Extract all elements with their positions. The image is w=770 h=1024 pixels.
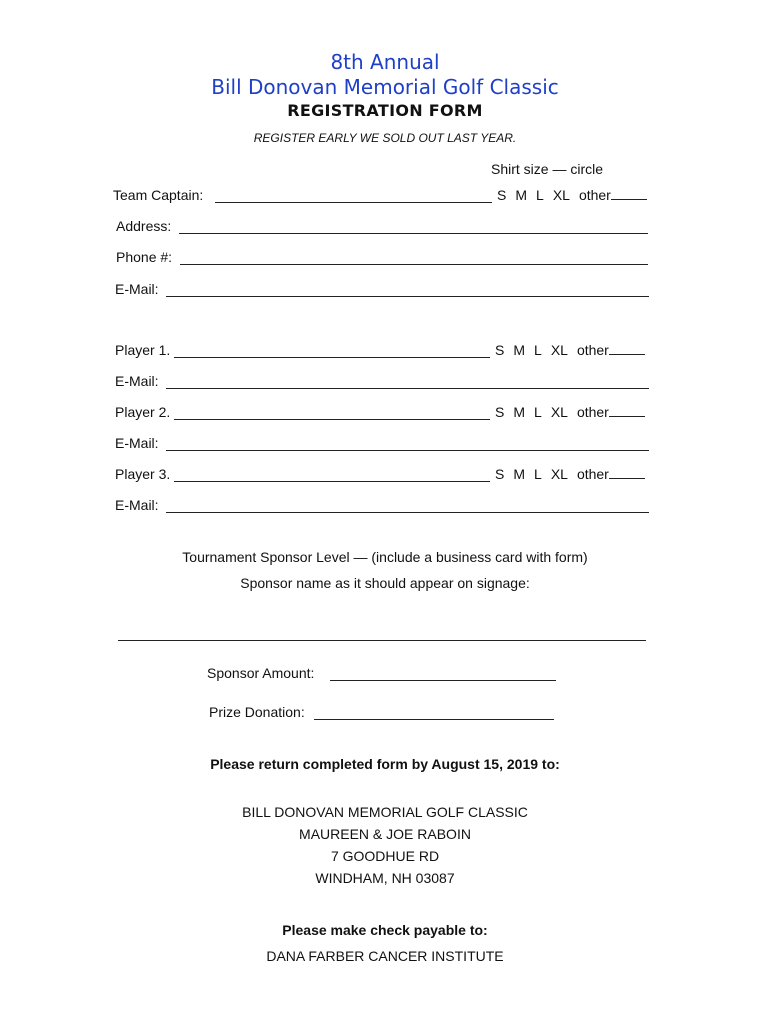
- captain-shirt-size-options[interactable]: [497, 187, 656, 203]
- payment-heading: Please make check payable to:: [282, 922, 488, 938]
- shirt-option-other[interactable]: other: [578, 187, 611, 203]
- shirt-size-heading: Shirt size — circle: [491, 161, 604, 177]
- address-line-1: BILL DONOVAN MEMORIAL GOLF CLASSIC: [242, 804, 528, 820]
- player-2-field[interactable]: [174, 419, 490, 420]
- shirt-other-field[interactable]: [609, 478, 645, 479]
- phone-field[interactable]: [180, 264, 648, 265]
- player-1-shirt-size-options[interactable]: [495, 342, 654, 358]
- player-2-email-field[interactable]: [166, 450, 649, 451]
- shirt-other-field[interactable]: [609, 416, 645, 417]
- shirt-option-xl[interactable]: XL: [550, 466, 568, 482]
- player-1-label: Player 1.: [115, 342, 171, 358]
- captain-email-field[interactable]: [166, 296, 649, 297]
- return-heading: Please return completed form by August 15, 2019 to:: [210, 756, 560, 772]
- sponsor-level-text: Tournament Sponsor Level — (include a business card with form): [182, 549, 588, 565]
- shirt-option-l[interactable]: L: [534, 342, 542, 358]
- address-line-4: WINDHAM, NH 03087: [315, 870, 455, 886]
- captain-email-label: E-Mail:: [115, 281, 159, 297]
- shirt-option-l[interactable]: L: [534, 466, 542, 482]
- player-2-label: Player 2.: [115, 404, 171, 420]
- sponsor-amount-label: Sponsor Amount:: [207, 665, 315, 681]
- shirt-option-s[interactable]: S: [497, 187, 507, 203]
- player-3-email-field[interactable]: [166, 512, 649, 513]
- shirt-option-m[interactable]: M: [513, 466, 526, 482]
- shirt-option-xl[interactable]: XL: [550, 342, 568, 358]
- form-subtitle: REGISTRATION FORM: [287, 101, 483, 120]
- shirt-option-s[interactable]: S: [495, 466, 505, 482]
- event-title-line1: 8th Annual: [330, 50, 440, 74]
- shirt-option-m[interactable]: M: [515, 187, 528, 203]
- address-label: Address:: [116, 218, 172, 234]
- event-title-line2: Bill Donovan Memorial Golf Classic: [211, 75, 559, 99]
- shirt-option-other[interactable]: other: [576, 342, 609, 358]
- shirt-option-s[interactable]: S: [495, 404, 505, 420]
- shirt-option-other[interactable]: other: [576, 466, 609, 482]
- player-3-label: Player 3.: [115, 466, 171, 482]
- shirt-other-field[interactable]: [611, 199, 647, 200]
- team-captain-label: Team Captain:: [113, 187, 204, 203]
- address-line-2: MAUREEN & JOE RABOIN: [299, 826, 471, 842]
- sponsor-name-field[interactable]: [118, 640, 646, 641]
- shirt-option-xl[interactable]: XL: [552, 187, 570, 203]
- sponsor-name-label: Sponsor name as it should appear on signage:: [240, 575, 530, 591]
- player-1-email-label: E-Mail:: [115, 373, 159, 389]
- player-3-field[interactable]: [174, 481, 490, 482]
- address-field[interactable]: [179, 233, 648, 234]
- shirt-other-field[interactable]: [609, 354, 645, 355]
- player-1-email-field[interactable]: [166, 388, 649, 389]
- shirt-option-other[interactable]: other: [576, 404, 609, 420]
- player-2-email-label: E-Mail:: [115, 435, 159, 451]
- player-3-email-label: E-Mail:: [115, 497, 159, 513]
- shirt-option-s[interactable]: S: [495, 342, 505, 358]
- sponsor-amount-field[interactable]: [330, 680, 556, 681]
- player-2-shirt-size-options[interactable]: [495, 404, 654, 420]
- shirt-option-m[interactable]: M: [513, 342, 526, 358]
- payee-name: DANA FARBER CANCER INSTITUTE: [266, 948, 504, 964]
- prize-donation-field[interactable]: [314, 719, 554, 720]
- player-3-shirt-size-options[interactable]: [495, 466, 654, 482]
- team-captain-field[interactable]: [215, 202, 492, 203]
- phone-label: Phone #:: [116, 249, 173, 265]
- prize-donation-label: Prize Donation:: [209, 704, 305, 720]
- shirt-option-xl[interactable]: XL: [550, 404, 568, 420]
- shirt-option-l[interactable]: L: [534, 404, 542, 420]
- player-1-field[interactable]: [174, 357, 490, 358]
- shirt-option-m[interactable]: M: [513, 404, 526, 420]
- early-registration-note: REGISTER EARLY WE SOLD OUT LAST YEAR.: [253, 131, 517, 145]
- shirt-option-l[interactable]: L: [536, 187, 544, 203]
- address-line-3: 7 GOODHUE RD: [330, 848, 440, 864]
